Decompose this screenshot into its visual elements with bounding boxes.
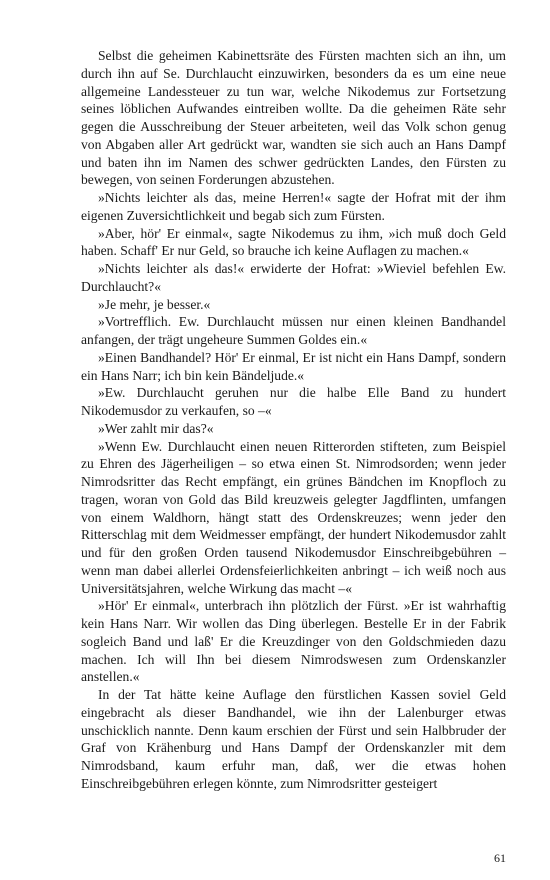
- paragraph: »Nichts leichter als das!« erwiderte der Hofrat: »Wieviel befehlen Ew. Durchlaucht?«: [81, 261, 506, 294]
- paragraph: »Wenn Ew. Durchlaucht einen neuen Ritterorden stifteten, zum Beispiel zu Ehren des Jägerheiligen – so etwa einen St. Nimrodsorden; wenn jeder Nimrodsritter das Recht empfängt, ein grünes Bändchen im Knopfloch zu tragen, woran von Gold das Bild kreuzweis gelegter Jagdflinten, umfangen von einem Waldhorn, hängt statt des Ordenskreuzes; wenn jeder den Ritterschlag mit dem Weidmesser empfängt, der hundert Nikodemusdor zahlt und für den großen Orden tausend Nikodemusdor Einschreibgebühren – wenn man dabei allerlei Ordensfeierlichkeiten anbringt – ich weiß noch aus Universitätsjahren, welche Wirkung das macht –«: [81, 438, 506, 596]
- paragraph: »Einen Bandhandel? Hör' Er einmal, Er ist nicht ein Hans Dampf, sondern ein Hans Narr; ich bin kein Bändeljude.«: [81, 349, 506, 383]
- paragraph: »Aber, hör' Er einmal«, sagte Nikodemus zu ihm, »ich muß doch Geld haben. Schaff' Er nur Geld, so brauche ich keine Auflagen zu machen.«: [81, 225, 506, 259]
- page-body: [81, 47, 506, 793]
- paragraph: »Nichts leichter als das, meine Herren!« sagte der Hofrat mit der ihm eigenen Zuversichtlichkeit und begab sich zum Fürsten.: [81, 190, 506, 223]
- paragraph: »Ew. Durchlaucht geruhen nur die halbe Elle Band zu hundert Nikodemusdor zu verkaufen, so –«: [81, 385, 506, 418]
- paragraph: »Hör' Er einmal«, unterbrach ihn plötzlich der Fürst. »Er ist wahrhaftig kein Hans Narr. Wir wollen das Ding überlegen. Bestelle Er in der Fabrik sogleich Band und laß' Er die Kreuzdinger von den Goldschmieden dazu machen. Ich will Ihn bei diesem Nimrodswesen zum Ordenskanzler anstellen.«: [81, 598, 506, 685]
- paragraph: »Vortrefflich. Ew. Durchlaucht müssen nur einen kleinen Bandhandel anfangen, der trägt ungeheure Summen Goldes ein.«: [81, 314, 506, 347]
- page-number: 61: [494, 851, 506, 865]
- paragraph: »Wer zahlt mir das?«: [98, 420, 214, 436]
- paragraph: Selbst die geheimen Kabinettsräte des Fürsten machten sich an ihn, um durch ihn auf Se. Durchlaucht einzuwirken, besonders da es um eine neue allgemeine Landessteuer zu tun war, welche Nikodemus zur Fortsetzung seines löblichen Aufwandes eintreiben wollte. Da die geheimen Räte sehr gegen die Ausschreibung der Steuer arbeiteten, weil das Volk schon genug von Abgaben aller Art gedrückt war, wandten sie sich auch an Hans Dampf und baten ihn im Namen des schwer gedrückten Landes, den Fürsten zu bewegen, von seinen Forderungen abzustehen.: [81, 48, 506, 188]
- paragraph: »Je mehr, je besser.«: [98, 296, 211, 312]
- paragraph: In der Tat hätte keine Auflage den fürstlichen Kassen soviel Geld eingebracht als dieser Bandhandel, wie ihn der Lalenburger etwas unschicklich nannte. Denn kaum erschien der Fürst und sein Halbbruder der Graf von Krähenburg und Hans Dampf der Ordenskanzler mit dem Nimrodsband, kaum erfuhr man, daß, wer die etwas hohen Einschreibgebühren erlegen könnte, zum Nimrodsritter gesteigert: [81, 687, 506, 791]
